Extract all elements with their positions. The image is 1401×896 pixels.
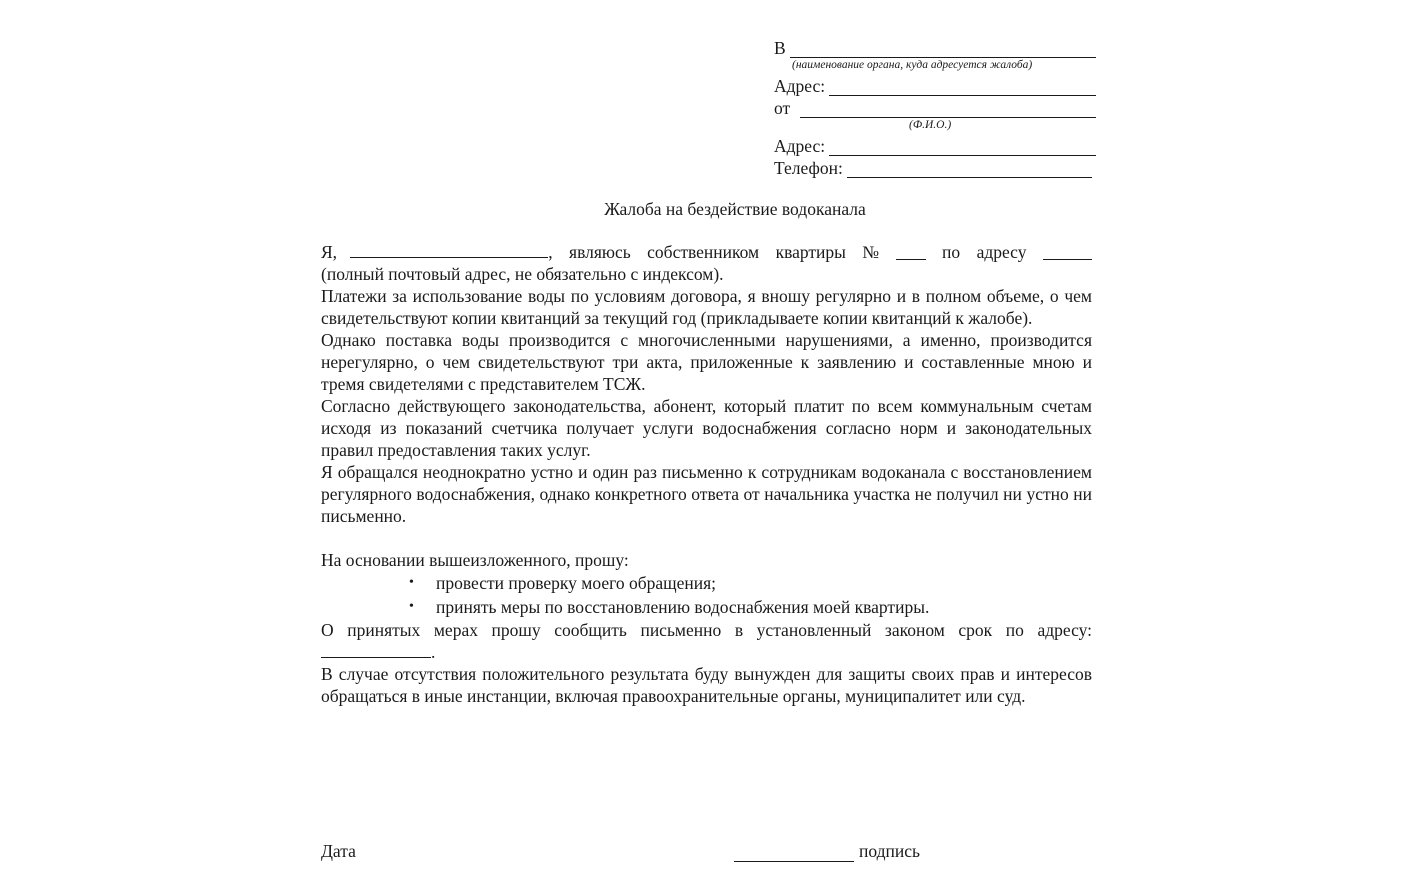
paragraph-payments: Платежи за использование воды по условиям договора, я вношу регулярно и в полном объеме, о чем свидетельствуют копии квитанций за текущий год (прикладываете копии квитанций к жалобе). — [321, 286, 1092, 328]
signature-blank — [734, 845, 854, 862]
paragraph-law: Согласно действующего законодательства, абонент, который платит по всем коммунальным счетам исходя из показаний счетчика получает услуги водоснабжения согласно норм и законодательных правил предоставления таких услуг. — [321, 396, 1092, 460]
addressee-prefix: В — [774, 38, 786, 58]
intro-word: являюсь — [569, 242, 631, 262]
document-body — [321, 241, 1092, 707]
apartment-number-blank — [896, 243, 926, 260]
list-item — [321, 571, 1092, 595]
bullet-icon: • — [409, 599, 414, 614]
sender-note: (Ф.И.О.) — [909, 119, 952, 131]
intro-word: квартиры — [775, 242, 846, 262]
addressee-blank — [790, 40, 1096, 58]
sender-prefix: от — [774, 98, 791, 118]
intro-line — [321, 241, 1092, 263]
paragraph-violations: Однако поставка воды производится с многочисленными нарушениями, а именно, производится нерегулярно, о чем свидетельствуют три акта, приложенные к заявлению и составленные мною и тремя свидетелями с представителем ТСЖ. — [321, 330, 1092, 394]
addressee-address-label: Адрес: — [774, 76, 826, 96]
signature-label: подпись — [859, 841, 920, 861]
sender-address-label: Адрес: — [774, 136, 826, 156]
addressee-line — [774, 36, 1096, 58]
document-title: Жалоба на бездействие водоканала — [604, 199, 866, 219]
address-blank — [1043, 243, 1092, 260]
sender-line — [774, 96, 1096, 118]
sender-phone-blank — [847, 160, 1092, 178]
signature-block — [734, 840, 920, 862]
addressee-note: (наименование органа, куда адресуется жалоба) — [792, 59, 1033, 71]
request-text: принять меры по восстановлению водоснабжения моей квартиры. — [436, 597, 930, 617]
paragraph-appeals: Я обращался неоднократно устно и один раз письменно к сотрудникам водоканала с восстановлением регулярного водоснабжения, однако конкретного ответа от начальника участка не получил ни устно ни письменно. — [321, 462, 1092, 526]
intro-number-sign: № — [862, 242, 880, 262]
intro-address-hint: (полный почтовый адрес, не обязательно с индексом). — [321, 264, 724, 284]
sender-blank — [800, 100, 1096, 118]
intro-word: адресу — [976, 242, 1027, 262]
intro-word: по — [941, 242, 961, 262]
sender-address-line — [774, 134, 1096, 156]
date-label: Дата — [321, 841, 356, 861]
addressee-address-line — [774, 74, 1096, 96]
notify-end: . — [431, 642, 436, 662]
sender-phone-label: Телефон: — [774, 158, 843, 178]
intro-word: Я, — [321, 242, 338, 262]
notify-address-blank — [321, 641, 431, 658]
intro-comma: , — [548, 242, 553, 262]
sender-address-blank — [829, 138, 1096, 156]
addressee-address-blank — [829, 78, 1096, 96]
list-item — [321, 595, 1092, 619]
sender-phone-line — [774, 156, 1096, 178]
request-text: провести проверку моего обращения; — [436, 573, 717, 593]
request-list — [321, 571, 1092, 619]
bullet-icon: • — [409, 575, 414, 590]
notify-address-line — [321, 641, 1092, 663]
paragraph-notify: О принятых мерах прошу сообщить письменно в установленный законом срок по адресу: — [321, 620, 1092, 640]
addressee-block — [774, 36, 1096, 178]
paragraph-warning: В случае отсутствия положительного результата буду вынужден для защиты своих прав и интересов обращаться в иные инстанции, включая правоохранительные органы, муниципалитет или суд. — [321, 664, 1092, 706]
name-blank — [350, 241, 548, 258]
request-intro: На основании вышеизложенного, прошу: — [321, 550, 629, 570]
intro-word: собственником — [647, 242, 760, 262]
